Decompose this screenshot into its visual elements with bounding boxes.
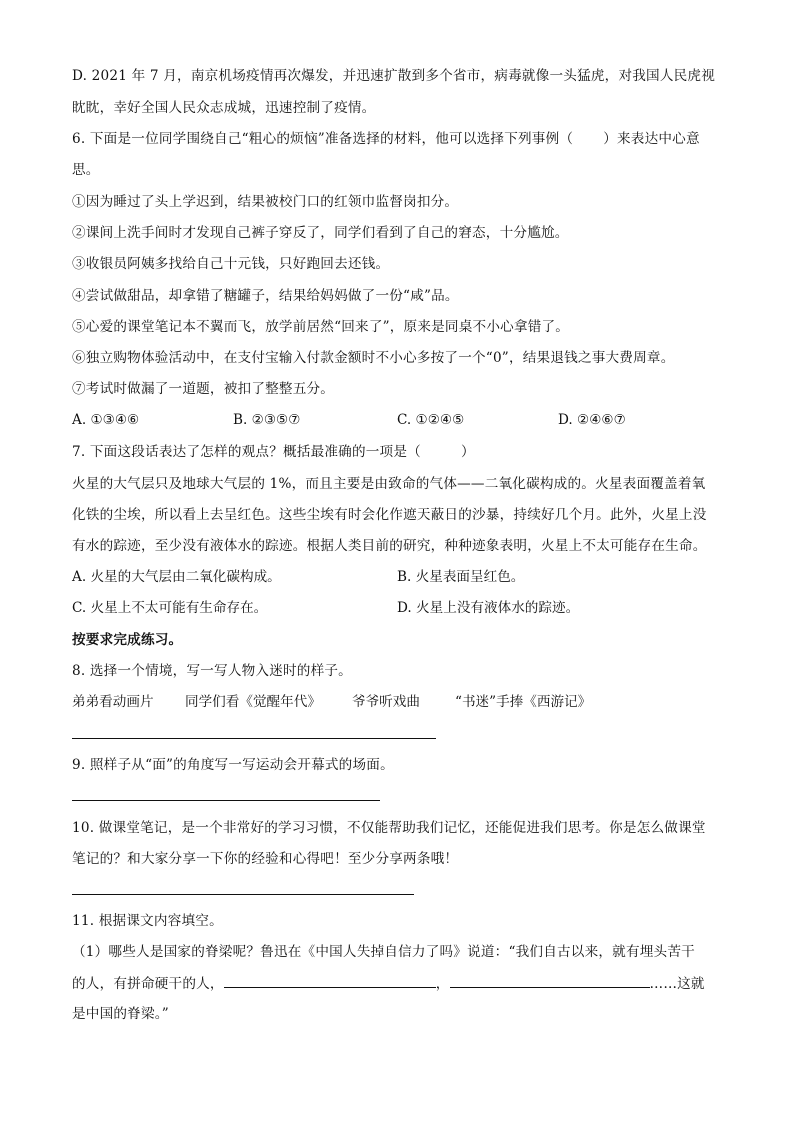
q6-stem-text: 6. 下面是一位同学围绕自己“粗心的烦恼”准备选择的材料，他可以选择下列事例（ [72, 131, 574, 147]
q7-option-a[interactable]: A. 火星的大气层由二氧化碳构成。 [72, 569, 281, 585]
q8-choice-3: 爷爷听戏曲 [352, 694, 420, 710]
q6-item-4: ④尝试做甜品，却拿错了糖罐子，结果给妈妈做了一份“咸”品。 [72, 288, 459, 304]
q7-passage-line2: 化铁的尘埃，所以看上去呈红色。这些尘埃有时会化作遮天蔽日的沙暴，持续好几个月。此外，火星上没 [72, 507, 707, 523]
q7-option-c[interactable]: C. 火星上不太可能有生命存在。 [72, 600, 268, 616]
q8-choice-4: “书迷”手捧《西游记》 [455, 694, 592, 710]
q7-passage-line1: 火星的大气层只及地球大气层的 1%，而且主要是由致命的气体——二氧化碳构成的。火星表面覆盖着氧 [72, 476, 706, 492]
q11-blank-2[interactable] [450, 973, 650, 988]
q7-passage-line3: 有水的踪迹，至少没有液体水的踪迹。根据人类目前的研究，种种迹象表明，火星上不太可能存在生命。 [72, 538, 707, 554]
q6-item-6: ⑥独立购物体验活动中，在支付宝输入付款金额时不小心多按了一个“0”，结果退钱之事大费周章。 [72, 350, 675, 366]
q7-stem-text: 7. 下面这段话表达了怎样的观点？概括最准确的一项是（ [72, 444, 421, 460]
q11-stem: 11. 根据课文内容填空。 [72, 913, 223, 929]
q7-option-d[interactable]: D. 火星上没有液体水的踪迹。 [397, 600, 580, 616]
option-d-line2: 眈眈，幸好全国人民众志成城，迅速控制了疫情。 [72, 100, 376, 116]
q10-answer-line[interactable] [72, 894, 414, 895]
q6-item-1: ①因为睡过了头上学迟到，结果被校门口的红领巾监督岗扣分。 [72, 194, 459, 210]
q6-item-5: ⑤心爱的课堂笔记本不翼而飞，放学前居然“回来了”，原来是同桌不小心拿错了。 [72, 319, 570, 335]
q6-option-c[interactable]: C. ①②④⑤ [397, 412, 465, 428]
q6-option-b[interactable]: B. ②③⑤⑦ [233, 412, 301, 428]
option-d-line1: D. 2021 年 7 月，南京机场疫情再次爆发，并迅速扩散到多个省市，病毒就像一头猛虎，对我国人民虎视 [72, 68, 716, 84]
section-title: 按要求完成练习。 [72, 632, 183, 648]
q6-stem-line1 [72, 129, 700, 149]
q10-line2: 笔记的？和大家分享一下你的经验和心得吧！至少分享两条哦！ [72, 851, 459, 867]
q11-p1-sep: ， [435, 976, 450, 992]
q6-item-3: ③收银员阿姨多找给自己十元钱，只好跑回去还钱。 [72, 256, 390, 272]
q6-item-7: ⑦考试时做漏了一道题，被扣了整整五分。 [72, 381, 335, 397]
q6-option-a[interactable]: A. ①③④⑥ [72, 412, 140, 428]
q8-choice-2: 同学们看《觉醒年代》 [185, 694, 321, 710]
q7-stem-paren: ） [460, 444, 475, 460]
q11-p1-line3: 是中国的脊梁。” [72, 1006, 169, 1022]
q9-stem: 9. 照样子从“面”的角度写一写运动会开幕式的场面。 [72, 757, 394, 773]
q6-stem-line2: 思。 [72, 162, 100, 178]
q6-item-2: ②课间上洗手间时才发现自己裤子穿反了，同学们看到了自己的窘态，十分尴尬。 [72, 225, 569, 241]
q11-p1-line2 [72, 973, 705, 994]
q6-option-d[interactable]: D. ②④⑥⑦ [558, 412, 626, 428]
q9-answer-line[interactable] [72, 800, 380, 801]
q11-p1-text: 的人，有拼命硬干的人， [72, 976, 224, 992]
q11-p1-line1: （1）哪些人是国家的脊梁呢？鲁迅在《中国人失掉自信力了吗》说道：“我们自古以来，就有埋头苦干 [72, 944, 695, 960]
q8-answer-line[interactable] [72, 738, 436, 739]
q11-blank-1[interactable] [224, 973, 436, 988]
q6-stem-text-end: ）来表达中心意 [603, 131, 700, 147]
q11-p1-text-end: ……这就 [649, 976, 705, 992]
q10-line1: 10. 做课堂笔记，是一个非常好的学习习惯，不仅能帮助我们记忆，还能促进我们思考。你是怎么做课堂 [72, 820, 706, 836]
q8-choice-1: 弟弟看动画片 [72, 694, 154, 710]
q8-stem: 8. 选择一个情境，写一写人物入迷时的样子。 [72, 663, 352, 679]
q7-stem [72, 442, 475, 462]
q7-option-b[interactable]: B. 火星表面呈红色。 [397, 569, 525, 585]
